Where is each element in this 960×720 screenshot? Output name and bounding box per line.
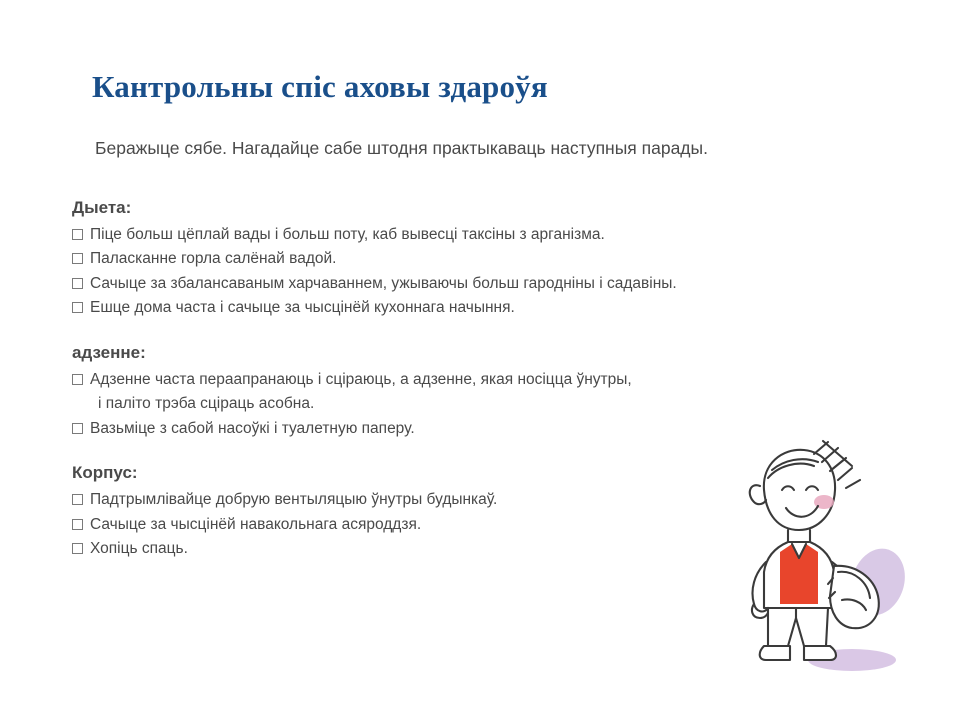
section-heading: адзенне: (72, 342, 146, 362)
checkbox-icon[interactable] (72, 253, 83, 264)
section-heading: Дыета: (72, 198, 132, 217)
checkbox-icon[interactable] (72, 374, 83, 385)
checkbox-icon[interactable] (72, 494, 83, 505)
list-item-label: Сачыце за чысцінёй навакольнага асяроддзя. (90, 515, 422, 533)
checklist-section-diet (72, 198, 902, 321)
list-item[interactable] (72, 296, 902, 320)
list-item-label: Падтрымлівайце добрую вентыляцыю ўнутры будынкаў. (90, 491, 498, 509)
list-item-label: Адзенне часта пераапранаюць і сціраюць, а адзенне, якая носіцца ўнутры, (90, 370, 632, 388)
list-item-label: Вазьміце з сабой насоўкі і туалетную паперу. (90, 419, 415, 437)
list-item-label: Сачыце за збалансаваным харчаваннем, ужываючы больш гародніны і садавіны. (90, 274, 677, 292)
list-item[interactable] (72, 272, 902, 296)
section-heading: Корпус: (72, 463, 138, 483)
checkbox-icon[interactable] (72, 302, 83, 313)
checkbox-icon[interactable] (72, 229, 83, 240)
checklist-section-clothing (72, 343, 902, 441)
list-item-label: Хопіць спаць. (90, 540, 188, 558)
list-item-label: Паласканне горла салёнай вадой. (90, 250, 337, 268)
intro-paragraph: Беражыце сябе. Нагадайце сабе штодня практыкаваць наступныя парады. (95, 137, 708, 158)
list-item[interactable] (72, 223, 902, 247)
list-item-label: Ешце дома часта і сачыце за чысцінёй кухоннага начыння. (90, 299, 515, 317)
list-item[interactable] (72, 247, 902, 271)
list-item-label: Піце больш цёплай вады і больш поту, каб вывесці таксіны з арганізма. (90, 226, 605, 243)
list-item-continuation: і паліто трэба сціраць асобна. (98, 395, 315, 413)
page-title: Кантрольны спіс аховы здароўя (92, 68, 548, 104)
list-item[interactable] (72, 368, 902, 417)
checkbox-icon[interactable] (72, 278, 83, 289)
checkbox-icon[interactable] (72, 543, 83, 554)
checkbox-icon[interactable] (72, 423, 83, 434)
checkbox-icon[interactable] (72, 519, 83, 530)
girl-with-backpack-illustration (702, 432, 942, 682)
